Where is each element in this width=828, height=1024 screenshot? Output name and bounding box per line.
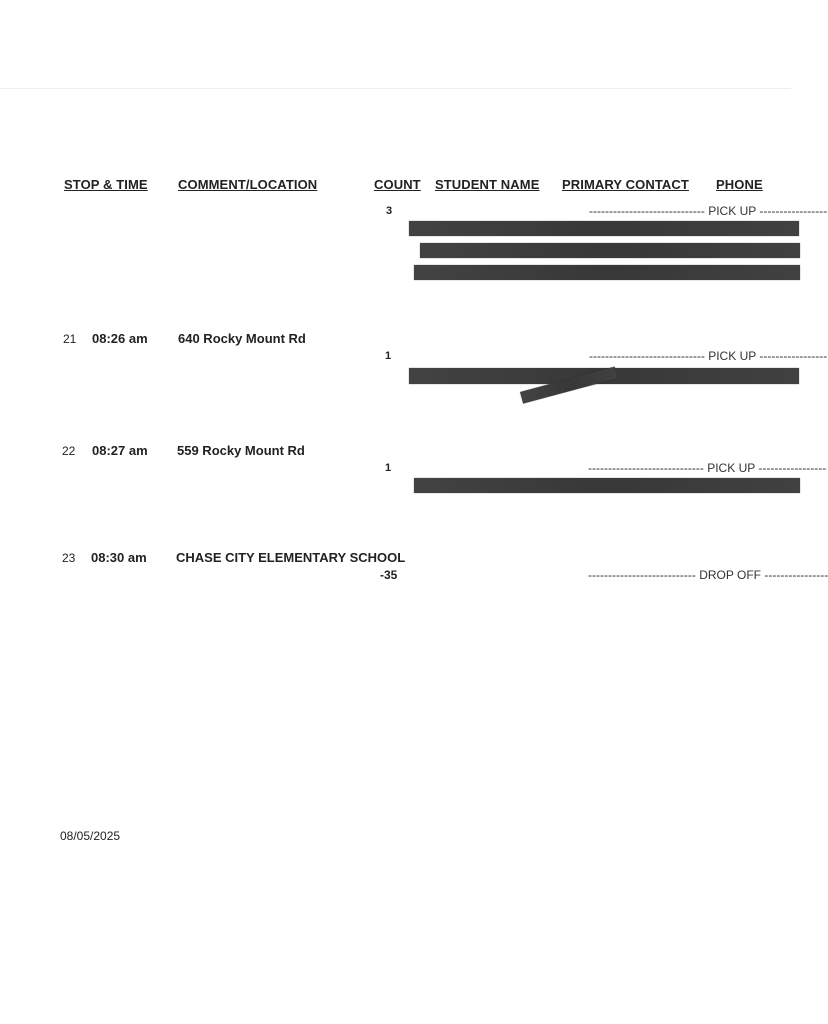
stop-time: 08:26 am <box>92 331 148 346</box>
stop-action-label: ----------------------------- PICK UP ----------------- <box>588 461 827 475</box>
header-student-name: STUDENT NAME <box>435 177 540 192</box>
stop-location: 559 Rocky Mount Rd <box>177 443 305 458</box>
stop-count: -35 <box>380 568 398 582</box>
stop-count: 1 <box>385 462 392 474</box>
stop-count: 3 <box>386 205 393 217</box>
stop-number: 22 <box>62 444 76 458</box>
stop-location: CHASE CITY ELEMENTARY SCHOOL <box>176 550 406 565</box>
header-stop-time: STOP & TIME <box>64 177 148 192</box>
redaction-bar <box>409 221 799 236</box>
top-divider <box>0 88 791 89</box>
header-phone: PHONE <box>716 177 763 192</box>
stop-action-label: ----------------------------- PICK UP ----------------- <box>589 204 828 218</box>
redaction-bar <box>414 478 800 493</box>
stop-location: 640 Rocky Mount Rd <box>178 331 306 346</box>
redaction-bar <box>420 243 800 258</box>
stop-number: 23 <box>62 551 76 565</box>
stop-time: 08:27 am <box>92 443 148 458</box>
footer-date: 08/05/2025 <box>60 829 121 843</box>
stop-number: 21 <box>63 332 77 346</box>
redaction-bar <box>414 265 800 280</box>
stop-action-label: --------------------------- DROP OFF ---------------- <box>588 568 828 582</box>
header-comment-location: COMMENT/LOCATION <box>178 177 318 192</box>
header-count: COUNT <box>374 177 421 192</box>
stop-action-label: ----------------------------- PICK UP ----------------- <box>589 349 828 363</box>
header-primary-contact: PRIMARY CONTACT <box>562 177 689 192</box>
stop-time: 08:30 am <box>91 550 147 565</box>
stop-count: 1 <box>385 350 392 362</box>
